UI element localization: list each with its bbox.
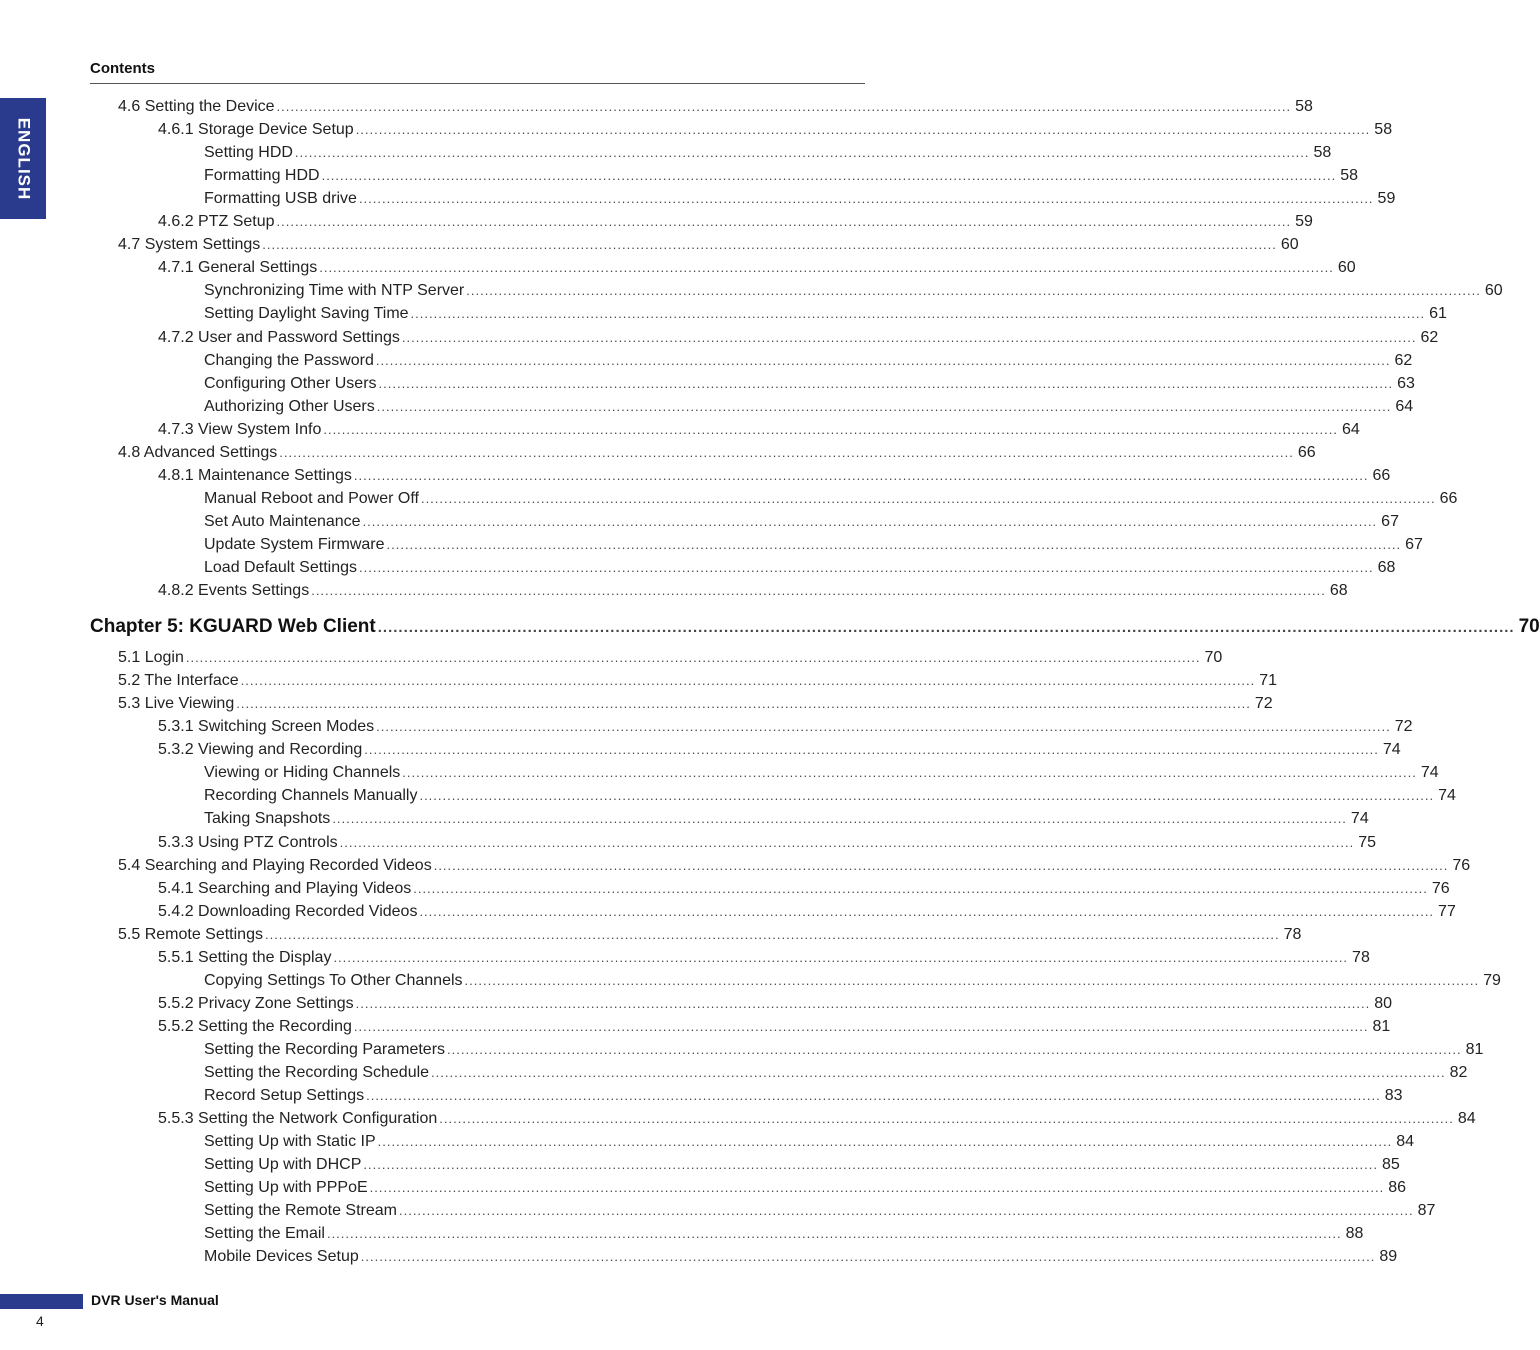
toc-entry[interactable] [158, 211, 1313, 233]
toc-entry-page: 70 [1518, 616, 1540, 638]
toc-entry-title: 4.6.1 Storage Device Setup [158, 121, 354, 139]
toc-entry[interactable] [204, 970, 1501, 992]
toc-entry-page: 58 [1340, 167, 1358, 185]
toc-entry-page: 74 [1420, 764, 1439, 782]
toc-dot-leader: ............................................................................................................................................................................................................................ [323, 421, 1338, 437]
toc-entry-page: 70 [1204, 649, 1223, 667]
toc-entry-title: 5.3.3 Using PTZ Controls [158, 833, 338, 851]
toc-entry[interactable] [204, 1085, 1403, 1107]
toc-entry-title: 4.8 Advanced Settings [118, 443, 278, 461]
toc-entry-title: 4.6.2 PTZ Setup [158, 213, 275, 231]
toc-dot-leader: ............................................................................................................................................................................................................................ [413, 880, 1428, 896]
toc-dot-leader: ............................................................................................................................................................................................................................ [311, 583, 1326, 599]
page-header-title: Contents [90, 60, 155, 77]
toc-entry[interactable] [204, 808, 1369, 830]
footer-accent-bar [0, 1294, 83, 1309]
toc-entry-page: 67 [1405, 535, 1423, 553]
toc-dot-leader: ............................................................................................................................................................................................................................ [420, 490, 1436, 506]
toc-entry-title: Mobile Devices Setup [204, 1248, 359, 1266]
toc-dot-leader: ............................................................................................................................................................................................................................ [240, 673, 1256, 689]
toc-entry[interactable] [204, 1039, 1484, 1061]
toc-entry-title: Viewing or Hiding Channels [204, 764, 401, 782]
toc-dot-leader: ............................................................................................................................................................................................................................ [419, 903, 1435, 919]
toc-dot-leader: ............................................................................................................................................................................................................................ [355, 995, 1371, 1011]
toc-entry[interactable] [158, 580, 1348, 602]
footer-manual-title: DVR User's Manual [91, 1292, 219, 1308]
toc-entry[interactable] [204, 1200, 1436, 1222]
toc-dot-leader: ............................................................................................................................................................................................................................ [366, 1088, 1381, 1104]
toc-entry[interactable] [204, 303, 1447, 325]
toc-entry-title: Setting the Remote Stream [204, 1202, 397, 1220]
toc-entry-page: 76 [1452, 856, 1471, 874]
toc-entry-page: 71 [1259, 672, 1278, 690]
toc-entry-page: 80 [1374, 994, 1393, 1012]
toc-entry-title: 5.3.2 Viewing and Recording [158, 741, 363, 759]
toc-dot-leader: ............................................................................................................................................................................................................................ [326, 1226, 1342, 1242]
toc-dot-leader: ............................................................................................................................................................................................................................ [321, 168, 1337, 184]
toc-entry[interactable] [118, 442, 1316, 464]
toc-entry-page: 60 [1280, 236, 1299, 254]
toc-entry-page: 58 [1313, 144, 1332, 162]
toc-entry-page: 85 [1382, 1156, 1400, 1174]
toc-entry-page: 63 [1397, 374, 1415, 392]
toc-entry-title: Manual Reboot and Power Off [204, 489, 419, 507]
toc-entry-title: Setting Up with Static IP [204, 1133, 376, 1151]
toc-entry-page: 81 [1372, 1017, 1391, 1035]
toc-entry-title: 4.8.2 Events Settings [158, 582, 310, 600]
toc-entry-page: 66 [1297, 443, 1316, 461]
toc-entry[interactable] [158, 465, 1391, 487]
toc-dot-leader: ............................................................................................................................................................................................................................ [377, 619, 1515, 637]
toc-entry-page: 66 [1439, 489, 1458, 507]
toc-entry-page: 81 [1465, 1040, 1484, 1058]
toc-entry-page: 84 [1396, 1133, 1415, 1151]
toc-entry[interactable] [118, 855, 1471, 877]
toc-entry-page: 72 [1254, 695, 1273, 713]
toc-entry[interactable] [158, 901, 1456, 923]
toc-dot-leader: ............................................................................................................................................................................................................................ [332, 811, 1347, 827]
toc-entry-title: Changing the Password [204, 351, 374, 369]
toc-dot-leader: ............................................................................................................................................................................................................................ [419, 788, 1435, 804]
toc-entry[interactable] [204, 396, 1414, 418]
toc-entry-title: Set Auto Maintenance [204, 512, 361, 530]
toc-entry[interactable] [158, 1016, 1391, 1038]
toc-dot-leader: ............................................................................................................................................................................................................................ [377, 1134, 1393, 1150]
toc-entry-page: 61 [1429, 305, 1447, 323]
toc-entry[interactable] [204, 165, 1358, 187]
toc-entry[interactable] [158, 947, 1370, 969]
toc-entry[interactable] [204, 280, 1503, 302]
toc-entry-page: 89 [1379, 1248, 1398, 1266]
toc-entry[interactable] [118, 924, 1302, 946]
toc-dot-leader: ............................................................................................................................................................................................................................ [398, 1203, 1414, 1219]
toc-entry-title: 5.5 Remote Settings [118, 925, 263, 943]
toc-entry-page: 76 [1431, 879, 1450, 897]
toc-entry-title: Configuring Other Users [204, 374, 377, 392]
toc-dot-leader: ............................................................................................................................................................................................................................ [333, 949, 1349, 965]
toc-dot-leader: ............................................................................................................................................................................................................................ [364, 742, 1379, 758]
toc-entry[interactable] [204, 142, 1332, 164]
toc-entry-title: 5.5.2 Setting the Recording [158, 1017, 352, 1035]
toc-entry-title: 4.6 Setting the Device [118, 98, 275, 115]
toc-dot-leader: ............................................................................................................................................................................................................................ [276, 99, 1292, 114]
toc-entry[interactable] [204, 188, 1396, 210]
toc-entry-title: Taking Snapshots [204, 810, 331, 828]
toc-entry-page: 74 [1438, 787, 1456, 805]
toc-dot-leader: ............................................................................................................................................................................................................................ [369, 1180, 1385, 1196]
toc-entry[interactable] [204, 488, 1458, 510]
toc-entry-title: 4.7.2 User and Password Settings [158, 328, 400, 346]
toc-dot-leader: ............................................................................................................................................................................................................................ [339, 834, 1355, 850]
toc-entry-page: 87 [1417, 1202, 1436, 1220]
toc-dot-leader: ............................................................................................................................................................................................................................ [264, 926, 1280, 942]
toc-entry-title: Recording Channels Manually [204, 787, 418, 805]
toc-dot-leader: ............................................................................................................................................................................................................................ [376, 398, 1392, 414]
toc-entry-page: 72 [1394, 718, 1413, 736]
toc-entry-page: 62 [1394, 351, 1413, 369]
toc-entry-title: Setting the Recording Schedule [204, 1064, 430, 1081]
toc-entry-page: 58 [1374, 121, 1393, 139]
toc-entry-title: 5.4.1 Searching and Playing Videos [158, 879, 412, 897]
toc-entry[interactable] [158, 1108, 1476, 1130]
toc-dot-leader: ............................................................................................................................................................................................................................ [236, 696, 1251, 712]
toc-dot-leader: ............................................................................................................................................................................................................................ [433, 857, 1449, 873]
toc-entry-title: Setting Up with PPPoE [204, 1179, 368, 1197]
toc-dot-leader: ............................................................................................................................................................................................................................ [185, 650, 1201, 666]
toc-entry[interactable] [204, 1062, 1468, 1084]
toc-entry-title: Setting Up with DHCP [204, 1156, 362, 1174]
toc-entry[interactable] [158, 878, 1450, 900]
toc-entry[interactable] [204, 1177, 1407, 1199]
toc-entry-title: Formatting HDD [204, 167, 320, 185]
toc-dot-leader: ............................................................................................................................................................................................................................ [353, 467, 1369, 483]
toc-entry-title: 5.3 Live Viewing [118, 695, 235, 713]
toc-entry[interactable] [158, 419, 1360, 441]
toc-entry[interactable] [158, 327, 1439, 349]
toc-entry-title: 5.1 Login [118, 649, 184, 667]
toc-entry-page: 60 [1484, 282, 1503, 300]
toc-entry-page: 74 [1382, 741, 1401, 759]
toc-entry-title: Setting HDD [204, 144, 293, 162]
toc-entry-title: Setting the Email [204, 1225, 325, 1243]
toc-entry-page: 60 [1337, 259, 1356, 277]
toc-entry-page: 66 [1372, 466, 1391, 484]
toc-entry-page: 58 [1295, 98, 1313, 115]
toc-entry-title: Synchronizing Time with NTP Server [204, 282, 465, 300]
toc-dot-leader: ............................................................................................................................................................................................................................ [360, 1249, 1376, 1265]
toc-entry-title: 5.2 The Interface [118, 672, 239, 690]
toc-dot-leader: ............................................................................................................................................................................................................................ [378, 375, 1394, 391]
toc-entry-title: 5.5.1 Setting the Display [158, 948, 332, 966]
toc-entry[interactable] [204, 1223, 1364, 1245]
toc-entry[interactable] [204, 557, 1396, 579]
toc-dot-leader: ............................................................................................................................................................................................................................ [355, 122, 1371, 138]
toc-entry[interactable] [158, 739, 1401, 761]
toc-entry-page: 78 [1283, 925, 1302, 943]
toc-dot-leader: ............................................................................................................................................................................................................................ [447, 1041, 1462, 1057]
toc-entry[interactable] [204, 373, 1415, 395]
toc-entry-page: 77 [1438, 902, 1456, 920]
toc-dot-leader: ............................................................................................................................................................................................................................ [466, 283, 1481, 299]
toc-chapter-entry[interactable] [90, 614, 1540, 640]
toc-entry-page: 68 [1377, 559, 1396, 576]
toc-entry-page: 78 [1352, 948, 1370, 966]
toc-entry[interactable] [158, 257, 1356, 279]
toc-entry[interactable] [204, 1246, 1398, 1268]
toc-entry-page: 64 [1395, 397, 1414, 415]
toc-entry-title: 5.3.1 Switching Screen Modes [158, 718, 375, 736]
toc-entry-title: Setting Daylight Saving Time [204, 305, 409, 323]
toc-dot-leader: ............................................................................................................................................................................................................................ [439, 1111, 1454, 1127]
toc-dot-leader: ............................................................................................................................................................................................................................ [358, 191, 1374, 207]
toc-entry-title: Load Default Settings [204, 559, 357, 576]
toc-entry[interactable] [204, 534, 1423, 556]
toc-entry-page: 64 [1341, 420, 1360, 438]
toc-dot-leader: ............................................................................................................................................................................................................................ [279, 444, 1294, 460]
toc-entry-page: 88 [1345, 1225, 1364, 1243]
page-number: 4 [36, 1313, 44, 1329]
toc-entry-title: 4.7.1 General Settings [158, 259, 318, 277]
toc-entry[interactable] [158, 119, 1393, 141]
toc-entry[interactable] [118, 647, 1223, 669]
toc-entry[interactable] [118, 234, 1299, 256]
toc-dot-leader: ............................................................................................................................................................................................................................ [294, 145, 1310, 161]
toc-entry-page: 74 [1350, 810, 1369, 828]
toc-entry[interactable] [158, 832, 1377, 854]
toc-entry-title: Chapter 5: KGUARD Web Client [90, 616, 376, 638]
toc-entry-page: 68 [1329, 582, 1348, 600]
toc-entry-title: 4.8.1 Maintenance Settings [158, 466, 352, 484]
toc-dot-leader: ............................................................................................................................................................................................................................ [363, 1157, 1378, 1173]
toc-entry-page: 75 [1358, 833, 1377, 851]
toc-entry-title: 5.5.3 Setting the Network Configuration [158, 1110, 438, 1128]
toc-dot-leader: ............................................................................................................................................................................................................................ [464, 972, 1480, 988]
toc-entry[interactable] [118, 96, 1313, 118]
toc-dot-leader: ............................................................................................................................................................................................................................ [386, 536, 1402, 552]
toc-entry-title: 5.4 Searching and Playing Recorded Videos [118, 856, 432, 874]
toc-entry[interactable] [118, 670, 1278, 692]
toc-entry-page: 86 [1388, 1179, 1407, 1197]
toc-dot-leader: ............................................................................................................................................................................................................................ [359, 560, 1374, 575]
toc-dot-leader: ............................................................................................................................................................................................................................ [431, 1065, 1446, 1080]
toc-entry-title: Setting the Recording Parameters [204, 1040, 446, 1058]
toc-entry[interactable] [204, 511, 1399, 533]
toc-entry[interactable] [204, 1131, 1415, 1153]
toc-entry-page: 59 [1295, 213, 1313, 231]
toc-entry-page: 62 [1420, 328, 1439, 346]
toc-entry[interactable] [158, 716, 1413, 738]
toc-entry[interactable] [158, 993, 1393, 1015]
toc-entry-page: 84 [1457, 1110, 1476, 1128]
toc-entry-title: 4.7 System Settings [118, 236, 261, 254]
toc-entry-title: Update System Firmware [204, 535, 385, 553]
toc-entry-title: Authorizing Other Users [204, 397, 375, 415]
toc-dot-leader: ............................................................................................................................................................................................................................ [362, 513, 1378, 529]
toc-entry-page: 79 [1483, 971, 1501, 989]
toc-entry[interactable] [204, 350, 1413, 372]
toc-entry[interactable] [118, 693, 1273, 715]
toc-dot-leader: ............................................................................................................................................................................................................................ [376, 719, 1391, 735]
toc-dot-leader: ............................................................................................................................................................................................................................ [410, 306, 1426, 322]
toc-entry-page: 82 [1449, 1064, 1468, 1081]
toc-entry-page: 59 [1377, 190, 1396, 208]
toc-entry-page: 67 [1381, 512, 1399, 530]
toc-entry[interactable] [204, 1154, 1400, 1176]
toc-dot-leader: ............................................................................................................................................................................................................................ [262, 237, 1277, 253]
language-side-tab-label: ENGLISH [14, 117, 33, 200]
toc-dot-leader: ............................................................................................................................................................................................................................ [319, 260, 1334, 276]
toc-entry[interactable] [204, 762, 1439, 784]
toc-entry-title: 5.5.2 Privacy Zone Settings [158, 994, 354, 1012]
toc-dot-leader: ............................................................................................................................................................................................................................ [375, 352, 1391, 368]
toc-entry-title: Record Setup Settings [204, 1087, 365, 1105]
toc-dot-leader: ............................................................................................................................................................................................................................ [353, 1018, 1369, 1034]
toc-entry-title: 5.4.2 Downloading Recorded Videos [158, 902, 418, 920]
toc-dot-leader: ............................................................................................................................................................................................................................ [276, 214, 1292, 230]
toc-entry-title: 4.7.3 View System Info [158, 420, 322, 438]
toc-entry-title: Formatting USB drive [204, 190, 357, 208]
toc-dot-leader: ............................................................................................................................................................................................................................ [402, 765, 1417, 781]
toc-entry-title: Copying Settings To Other Channels [204, 971, 463, 989]
toc-entry[interactable] [204, 785, 1456, 807]
toc-entry-page: 83 [1384, 1087, 1403, 1105]
toc-dot-leader: ............................................................................................................................................................................................................................ [401, 329, 1417, 345]
